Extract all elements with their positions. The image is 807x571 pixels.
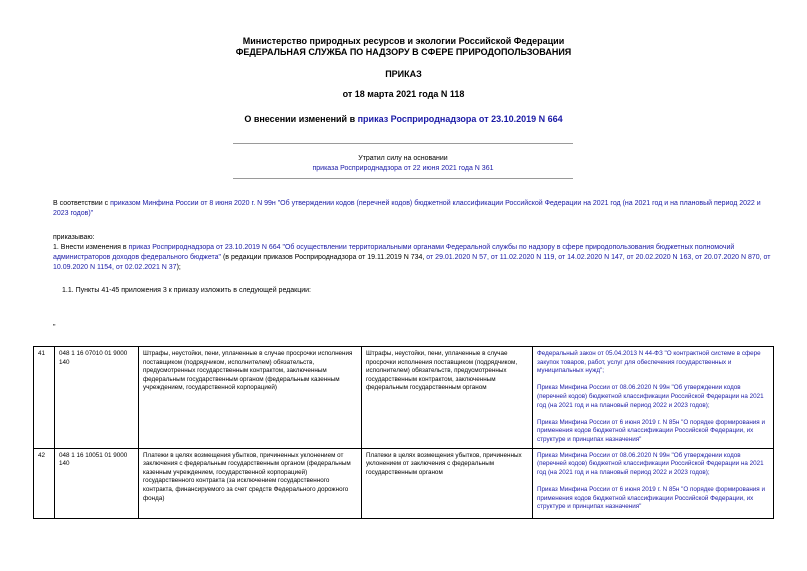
- kbk-code: 048 1 16 07010 01 9000 140: [55, 347, 139, 449]
- table-row: [34, 347, 774, 449]
- order-664-link[interactable]: приказ Росприроднадзора от 23.10.2019 N 664 "Об осуществлении территориальными органами Федеральной службы по надзору в сфере природопользования бюджетных полномочий администраторов доходов федерального бюджета": [53, 244, 735, 261]
- paragraph-basis-prefix: В соответствии с: [53, 200, 111, 207]
- service-heading: ФЕДЕРАЛЬНАЯ СЛУЖБА ПО НАДЗОРУ В СФЕРЕ ПРИРОДОПОЛЬЗОВАНИЯ: [235, 47, 572, 57]
- paragraph-basis: [53, 199, 775, 219]
- table-row: [34, 448, 774, 518]
- doc-title-prefix: О внесении изменений в: [244, 114, 358, 124]
- doc-title: [0, 114, 807, 125]
- minfin-order-link[interactable]: приказом Минфина России от 8 июня 2020 г. N 99н "Об утверждении кодов (перечней кодов) бюджетной классификации Российской Федерации на 2021 год (на 2021 год и на плановый период 2022 и 2023 годов)": [53, 200, 761, 217]
- income-short-description: Платежи в целях возмещения убытков, причиненных уклонением от заключения с федеральным государственным органом: [362, 448, 533, 518]
- amendments-links[interactable]: от 29.01.2020 N 57, от 11.02.2020 N 119, от 14.02.2020 N 147, от 20.02.2020 N 163, от 20.07.2020 N 870, от 10.09.2020 N 1154, от 02.02.2021 N 37: [53, 254, 771, 271]
- doc-date-number: от 18 марта 2021 года N 118: [342, 89, 465, 99]
- paragraph-changes-prefix: 1. Внести изменения в: [53, 244, 129, 251]
- income-description: Платежи в целях возмещения убытков, причиненных уклонением от заключения с федеральным государственным органом (федеральным казенным учреждением, государственной корпорацией) государственного контракта (за исключением государственного контракта, финансируемого за счет средств Федерального дорожного фонда): [139, 448, 362, 518]
- ministry-heading: Министерство природных ресурсов и экологии Российской Федерации: [242, 36, 565, 46]
- legal-references: [533, 347, 774, 449]
- legal-references: [533, 448, 774, 518]
- notice-line1: Утратил силу на основании: [358, 155, 448, 162]
- reference-link[interactable]: Приказ Минфина России от 6 июня 2019 г. N 85н "О порядке формирования и применения кодов бюджетной классификации Российской Федерации, их структуре и принципах назначения": [537, 418, 765, 443]
- notice-divider-bottom: [233, 178, 573, 179]
- reference-link[interactable]: Приказ Минфина России от 6 июня 2019 г. N 85н "О порядке формирования и применения кодов бюджетной классификации Российской Федерации, их структуре и принципах назначения": [537, 485, 765, 511]
- reference-link[interactable]: Федеральный закон от 05.04.2013 N 44-ФЗ "О контрактной системе в сфере закупок товаров, работ, услуг для обеспечения государственных и муниципальных нужд";: [537, 350, 761, 375]
- kbk-code: 048 1 16 10051 01 9000 140: [55, 448, 139, 518]
- paragraph-item-1-1: 1.1. Пункты 41-45 приложения 3 к приказу изложить в следующей редакции:: [62, 287, 311, 294]
- reference-link[interactable]: Приказ Минфина России от 08.06.2020 N 99н "Об утверждении кодов (перечней кодов) бюджетной классификации Российской Федерации на 2021 год (на 2021 год и на плановый период 2022 и 2023 годов);: [537, 384, 764, 409]
- doc-title-link[interactable]: приказ Росприроднадзора от 23.10.2019 N 664: [357, 114, 563, 124]
- order-word: приказываю:: [53, 234, 95, 241]
- income-short-description: Штрафы, неустойки, пени, уплаченные в случае просрочки исполнения поставщиком (подрядчиком, исполнителем) обязательств, предусмотренных государственным контрактом, заключенным федеральным государственным органом: [362, 347, 533, 449]
- income-description: Штрафы, неустойки, пени, уплаченные в случае просрочки исполнения поставщиком (подрядчиком, исполнителем) обязательств, предусмотренных государственным контрактом, заключенным федеральным государственным органом (федеральным казенным учреждением, государственной корпорацией): [139, 347, 362, 449]
- doc-type: ПРИКАЗ: [385, 69, 422, 79]
- notice-line2: [233, 164, 573, 173]
- opening-quote: ": [53, 324, 56, 331]
- paragraph-changes: [53, 243, 775, 273]
- row-number: 42: [34, 448, 55, 518]
- notice-divider-top: [233, 143, 573, 144]
- appendix-table: [33, 346, 774, 519]
- paragraph-changes-mid: (в редакции приказов Росприроднадзора от 19.11.2019 N 734,: [221, 254, 427, 261]
- reference-link[interactable]: Приказ Минфина России от 08.06.2020 N 99н "Об утверждении кодов (перечней кодов) бюджетной классификации Российской Федерации на 2021 год (на 2021 год и на плановый период 2022 и 2023 годов);: [537, 451, 764, 476]
- paragraph-changes-suffix: );: [176, 264, 181, 271]
- notice-repeal-link[interactable]: приказа Росприроднадзора от 22 июня 2021 года N 361: [312, 165, 494, 172]
- row-number: 41: [34, 347, 55, 449]
